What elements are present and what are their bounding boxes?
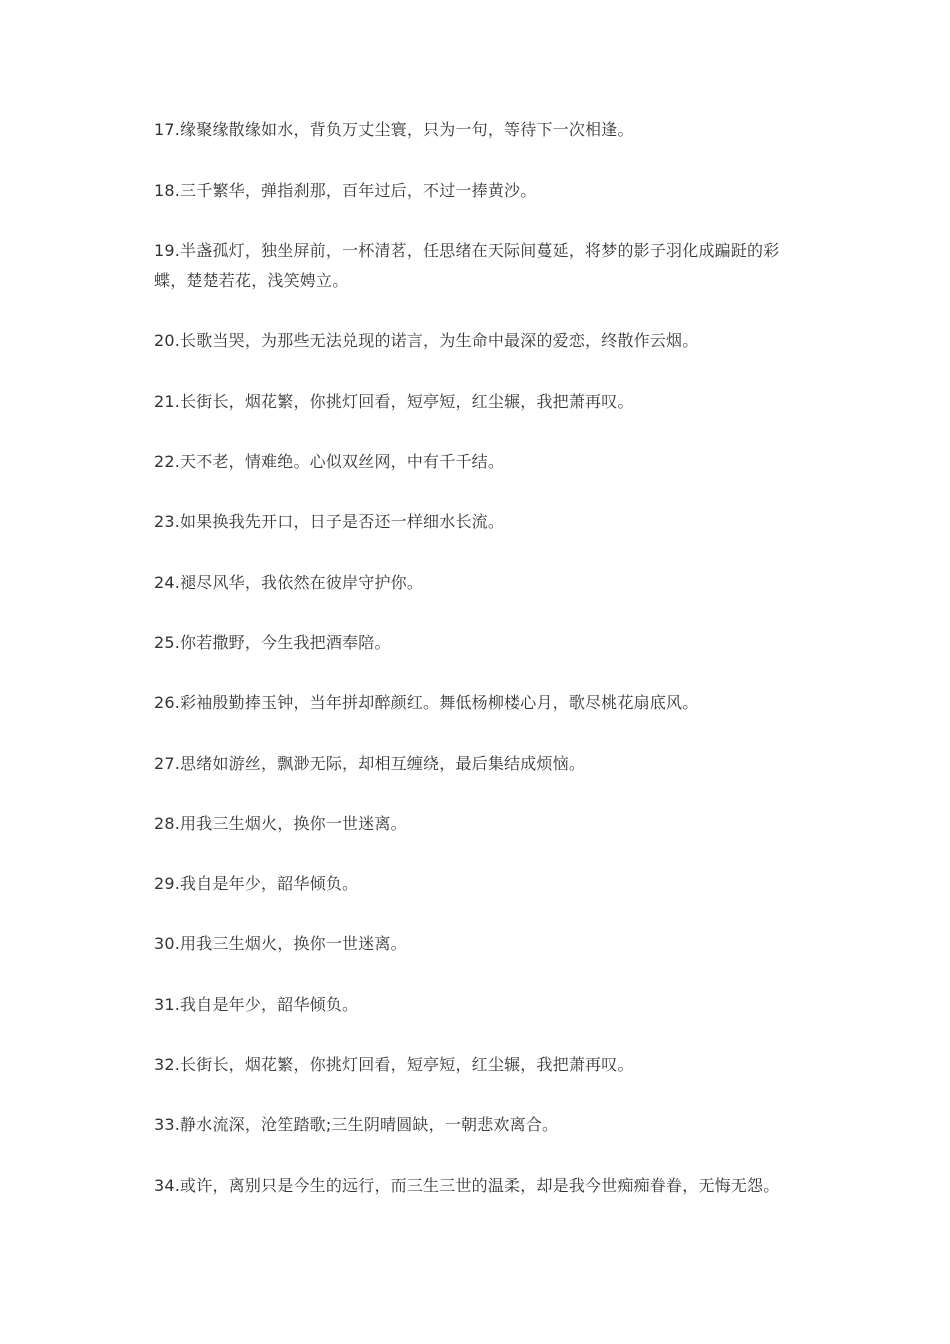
entry-28: 28.用我三生烟火，换你一世迷离。 bbox=[154, 814, 407, 833]
entry-31: 31.我自是年少，韶华倾负。 bbox=[154, 995, 359, 1014]
entry-26: 26.彩袖殷勤捧玉钟，当年拼却醉颜红。舞低杨柳楼心月，歌尽桃花扇底风。 bbox=[154, 693, 699, 712]
entry-25: 25.你若撒野，今生我把酒奉陪。 bbox=[154, 633, 391, 652]
entry-20: 20.长歌当哭，为那些无法兑现的诺言，为生命中最深的爱恋，终散作云烟。 bbox=[154, 331, 699, 350]
entry-33: 33.静水流深，沧笙踏歌;三生阴晴圆缺，一朝悲欢离合。 bbox=[154, 1115, 559, 1134]
entry-17: 17.缘聚缘散缘如水，背负万丈尘寰，只为一句，等待下一次相逢。 bbox=[154, 120, 634, 139]
entry-18: 18.三千繁华，弹指刹那，百年过后，不过一捧黄沙。 bbox=[154, 181, 537, 200]
entry-34: 34.或许，离别只是今生的远行，而三生三世的温柔，却是我今世痴痴眷眷，无悔无怨。 bbox=[154, 1176, 780, 1195]
entry-27: 27.思绪如游丝，飘渺无际，却相互缠绕，最后集结成烦恼。 bbox=[154, 754, 586, 773]
entry-24: 24.褪尽风华，我依然在彼岸守护你。 bbox=[154, 573, 424, 592]
entry-19: 19.半盏孤灯，独坐屏前，一杯清茗，任思绪在天际间蔓延，将梦的影子羽化成蹁跹的彩蝶，楚楚若花，浅笑娉立。 bbox=[154, 241, 780, 290]
entry-30: 30.用我三生烟火，换你一世迷离。 bbox=[154, 934, 407, 953]
entry-23: 23.如果换我先开口，日子是否还一样细水长流。 bbox=[154, 512, 505, 531]
entry-32: 32.长街长，烟花繁，你挑灯回看，短亭短，红尘辗，我把萧再叹。 bbox=[154, 1055, 634, 1074]
entry-22: 22.天不老，情难绝。心似双丝网，中有千千结。 bbox=[154, 452, 505, 471]
entry-21: 21.长街长，烟花繁，你挑灯回看，短亭短，红尘辗，我把萧再叹。 bbox=[154, 392, 634, 411]
entry-29: 29.我自是年少，韶华倾负。 bbox=[154, 874, 359, 893]
